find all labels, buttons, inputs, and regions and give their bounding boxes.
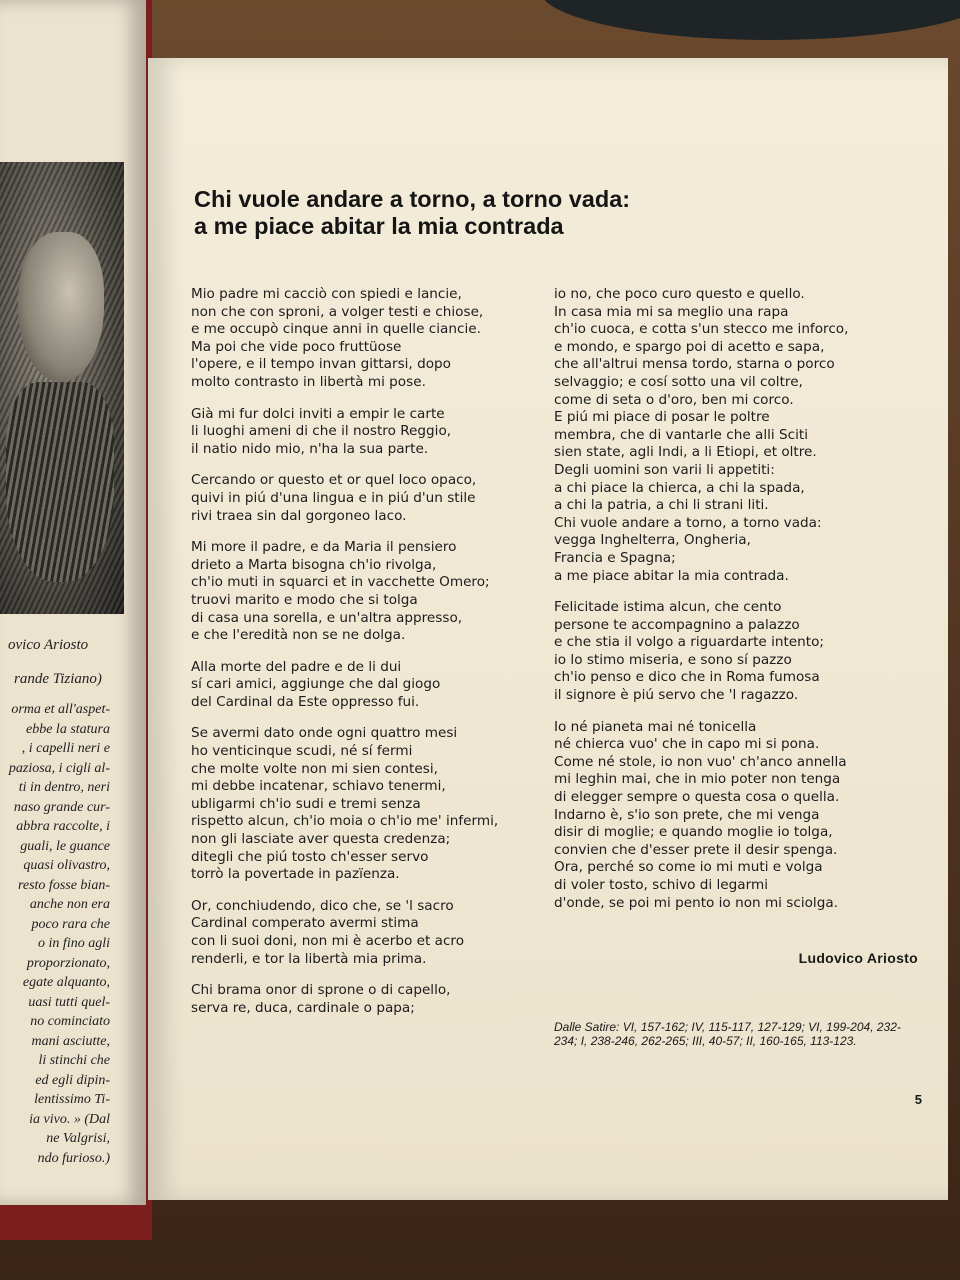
stanza [191, 539, 551, 645]
left-page [0, 0, 146, 1205]
verse-line: mi leghin mai, che in mio poter non tenga [554, 771, 841, 788]
side-text-line: paziosa, i cigli al- [8, 760, 110, 776]
side-text-line: quasi olivastro, [23, 858, 110, 873]
verse-line: sí cari amici, aggiunge che dal giogo [191, 676, 441, 693]
verse-line: renderli, e tor la libertà mia prima. [191, 950, 427, 967]
stanza [191, 982, 551, 1017]
verse-line: Or, conchiudendo, dico che, se 'l sacro [191, 897, 454, 914]
verse-line: torrò la povertade in pazïenza. [191, 866, 400, 883]
verse-line: E piú mi piace di posar le poltre [554, 409, 770, 426]
verse-line: drieto a Marta bisogna ch'io rivolga, [191, 556, 437, 573]
stanza [191, 286, 551, 392]
verse-line: di elegger sempre o questa cosa o quella. [554, 789, 840, 806]
side-text-line: resto fosse bian- [17, 877, 110, 893]
verse-line: Francia e Spagna; [554, 549, 676, 566]
verse-line: come di seta o d'oro, ben mi corco. [554, 391, 794, 408]
side-text-line: ebbe la statura [26, 721, 110, 737]
verse-line: Io né pianeta mai né tonicella [554, 718, 757, 735]
verse-line: che all'altrui mensa tordo, starna o porco [554, 356, 835, 373]
side-text-line: guali, le guance [20, 838, 110, 854]
poem-column-left [191, 286, 551, 1031]
verse-line: che molte volte non mi sien contesi, [191, 760, 438, 777]
verse-line: membra, che di vantarle che alli Sciti [554, 426, 808, 443]
verse-line: truovi marito e modo che si tolga [191, 591, 418, 608]
portrait-face [18, 232, 104, 382]
verse-line: Se avermi dato onde ogni quattro mesi [191, 725, 458, 742]
side-text-line: ne Valgrisi, [46, 1131, 110, 1146]
verse-line: Chi brama onor di sprone o di capello, [191, 982, 451, 999]
verse-line: Alla morte del padre e de li dui [191, 658, 402, 675]
stanza [191, 659, 551, 712]
side-text-line: lentissimo Ti- [34, 1092, 110, 1107]
verse-line: né chierca vuo' che in capo mi si pona. [554, 736, 820, 753]
portrait-beard [6, 382, 114, 582]
source-note: Dalle Satire: VI, 157-162; IV, 115-117, 127-129; VI, 199-204, 232-234; I, 238-246, 262-265; III, 40-57; II, 160-165, 113-123. [554, 1020, 901, 1048]
left-page-text [0, 700, 146, 1168]
stanza [554, 286, 924, 585]
side-text-line: proporzionato, [26, 955, 110, 971]
side-text-line: naso grande cur- [13, 799, 110, 815]
verse-line: il signore è piú servo che 'l ragazzo. [554, 687, 799, 704]
side-text-line: orma et all'aspet- [11, 702, 110, 717]
stanza [554, 599, 924, 705]
portrait-engraving [0, 162, 124, 614]
verse-line: Come né stole, io non vuo' ch'anco annella [554, 753, 847, 770]
author-signature: Ludovico Ariosto [798, 950, 918, 966]
side-text-line: abbra raccolte, i [16, 819, 110, 834]
verse-line: persone te accompagnino a palazzo [554, 616, 800, 633]
verse-line: quivi in piú d'una lingua e in piú d'un stile [191, 489, 476, 506]
verse-line: ubligarmi ch'io sudi e tremi senza [191, 795, 421, 812]
portrait-caption [0, 628, 146, 696]
verse-line: Mi more il padre, e da Maria il pensiero [191, 539, 457, 556]
verse-line: rispetto alcun, ch'io moia o ch'io me' infermi, [191, 813, 499, 830]
verse-line: non gli lasciate aver questa credenza; [191, 831, 451, 848]
verse-line: Mio padre mi cacciò con spiedi e lancie, [191, 286, 462, 302]
verse-line: disir di moglie; e quando moglie io tolga, [554, 824, 833, 841]
verse-line: rivi traea sin dal gorgoneo laco. [191, 507, 407, 524]
side-text-line: anche non era [29, 897, 110, 912]
poem-column-right [554, 286, 924, 926]
verse-line: ch'io penso e dico che in Roma fumosa [554, 669, 820, 686]
verse-line: ch'io muti in squarci et in vacchette Omero; [191, 574, 490, 591]
side-text-line: ed egli dipin- [35, 1072, 110, 1088]
right-page [148, 58, 948, 1200]
verse-line: vegga Inghelterra, Ongheria, [554, 532, 751, 549]
verse-line: il natio nido mio, n'ha la sua parte. [191, 440, 429, 457]
verse-line: e mondo, e spargo poi di acetto e sapa, [554, 338, 825, 355]
verse-line: mi debbe incatenar, schiavo tenermi, [191, 778, 446, 795]
verse-line: l'opere, e il tempo invan gittarsi, dopo [191, 356, 451, 373]
verse-line: Già mi fur dolci inviti a empir le carte [191, 405, 445, 422]
side-text-line: no cominciato [30, 1014, 110, 1029]
title-line: a me piace abitar la mia contrada [194, 213, 564, 239]
stanza [191, 472, 551, 525]
verse-line: serva re, duca, cardinale o papa; [191, 999, 415, 1016]
side-text-line: egate alquanto, [22, 975, 110, 990]
verse-line: e me occupò cinque anni in quelle ciancie. [191, 321, 481, 338]
stanza [191, 898, 551, 968]
verse-line: e che l'eredità non se ne dolga. [191, 627, 406, 644]
side-text-line: o in fino agli [38, 936, 110, 951]
verse-line: Degli uomini son varii li appetiti: [554, 461, 775, 478]
verse-line: Cardinal comperato avermi stima [191, 915, 419, 932]
verse-line: a chi piace la chierca, a chi la spada, [554, 479, 805, 496]
verse-line: molto contrasto in libertà mi pose. [191, 373, 426, 390]
verse-line: di voler tosto, schivo di legarmi [554, 877, 768, 893]
stanza [554, 719, 924, 913]
verse-line: ch'io cuoca, e cotta s'un stecco me inforco, [554, 321, 849, 338]
verse-line: con li suoi doni, non mi è acerbo et acro [191, 933, 465, 949]
verse-line: non che con sproni, a volger testi e chiose, [191, 303, 484, 320]
page-title [194, 186, 914, 240]
verse-line: io lo stimo miseria, e sono sí pazzo [554, 651, 792, 668]
verse-line: del Cardinal da Este oppresso fui. [191, 693, 420, 710]
side-text-line: poco rara che [31, 916, 110, 932]
verse-line: ditegli che piú tosto ch'esser servo [191, 848, 429, 865]
side-text-line: ndo furioso.) [37, 1150, 110, 1166]
verse-line: Indarno è, s'io son prete, che mi venga [554, 806, 820, 823]
verse-line: li luoghi ameni di che il nostro Reggio, [191, 423, 452, 440]
verse-line: In casa mia mi sa meglio una rapa [554, 303, 789, 320]
side-text-line: uasi tutti quel- [28, 994, 110, 1010]
verse-line: Ma poi che vide poco fruttüose [191, 338, 402, 355]
verse-line: a chi la patria, a chi li strani liti. [554, 497, 769, 514]
stanza [191, 406, 551, 459]
verse-line: Felicitade istima alcun, che cento [554, 599, 782, 616]
verse-line: Chi vuole andare a torno, a torno vada: [554, 514, 822, 531]
verse-line: ho venticinque scudi, né sí fermi [191, 743, 413, 760]
verse-line: io no, che poco curo questo e quello. [554, 286, 805, 302]
side-text-line: , i capelli neri e [21, 741, 110, 756]
verse-line: Cercando or questo et or quel loco opaco, [191, 472, 477, 489]
verse-line: e che stia il volgo a riguardarte intento; [554, 634, 825, 651]
stanza [191, 725, 551, 883]
caption-line: rande Tiziano) [14, 671, 102, 687]
verse-line: Ora, perché so come io mi muti e volga [554, 859, 823, 876]
verse-line: d'onde, se poi mi pento io non mi sciolga. [554, 894, 838, 911]
verse-line: convien che d'esser prete il desir spenga. [554, 841, 838, 858]
page-number: 5 [914, 1092, 922, 1107]
verse-line: a me piace abitar la mia contrada. [554, 567, 789, 584]
side-text-line: mani asciutte, [31, 1033, 110, 1049]
title-line: Chi vuole andare a torno, a torno vada: [194, 186, 631, 212]
verse-line: selvaggio; e cosí sotto una vil coltre, [554, 373, 803, 390]
side-text-line: ia vivo. » (Dal [29, 1111, 110, 1127]
side-text-line: ti in dentro, neri [18, 780, 110, 795]
verse-line: di casa una sorella, e un'altra appresso, [191, 609, 463, 626]
side-text-line: li stinchi che [38, 1053, 110, 1068]
verse-line: sien state, agli Indi, a li Etiopi, et oltre. [554, 444, 817, 461]
caption-line: ovico Ariosto [8, 637, 89, 653]
